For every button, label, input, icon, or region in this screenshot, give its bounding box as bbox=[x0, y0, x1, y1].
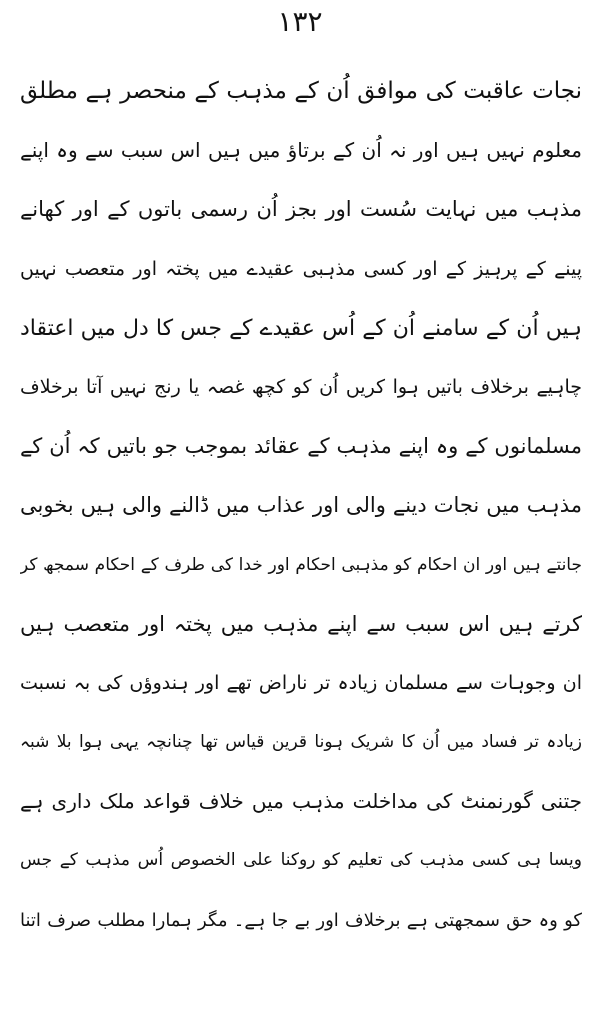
text-line: مذہب میں نجات دینے والی اور عذاب میں ڈالنے والی ہیں بخوبی bbox=[20, 493, 582, 518]
text-line: جانتے ہیں اور ان احکام کو مذہبی احکام اور خدا کی طرف کے احکام سمجھ کر bbox=[20, 554, 582, 575]
text-line: جتنی گورنمنٹ کی مداخلت مذہب میں خلاف قواعد ملک داری ہے bbox=[20, 789, 582, 814]
page-number: ١٣٢ bbox=[277, 5, 323, 38]
text-line: ان وجوہات سے مسلمان زیادہ تر ناراض تھے اور ہندوؤں کی بہ نسبت bbox=[20, 671, 582, 694]
text-line: ویسا ہی کسی مذہب کی تعلیم کو روکنا علی الخصوص اُس مذہب کے جس bbox=[20, 850, 582, 871]
body-text bbox=[20, 62, 582, 950]
text-line: ہیں اُن کے سامنے اُن کے اُس عقیدے کے جس کا دل میں اعتقاد bbox=[20, 315, 582, 341]
text-line: پینے کے پرہیز کے اور کسی مذہبی عقیدے میں پختہ اور متعصب نہیں bbox=[20, 257, 582, 280]
text-line: کو وہ حق سمجھتی ہے برخلاف اور بے جا ہے۔ مگر ہمارا مطلب صرف اتنا bbox=[20, 909, 582, 931]
text-line: مسلمانوں کے وہ اپنے مذہب کے عقائد بموجب جو باتیں کہ اُن کے bbox=[20, 434, 582, 459]
text-line: چاہیے برخلاف باتیں ہوا کریں اُن کو کچھ غصہ یا رنج نہیں آتا برخلاف bbox=[20, 375, 582, 398]
text-line: کرتے ہیں اس سبب سے اپنے مذہب میں پختہ اور متعصب ہیں bbox=[20, 611, 582, 636]
text-line: زیادہ تر فساد میں اُن کا شریک ہونا قرین قیاس تھا چنانچہ یہی ہوا بلا شبہ bbox=[20, 732, 582, 753]
text-line: معلوم نہیں ہیں اور نہ اُن کے برتاؤ میں ہیں اس سبب سے وہ اپنے bbox=[20, 138, 582, 163]
text-line: نجات عاقبت کی موافق اُن کے مذہب کے منحصر ہے مطلق bbox=[20, 78, 582, 104]
text-line: مذہب میں نہایت سُست اور بجز اُن رسمی باتوں کے اور کھانے bbox=[20, 197, 582, 222]
